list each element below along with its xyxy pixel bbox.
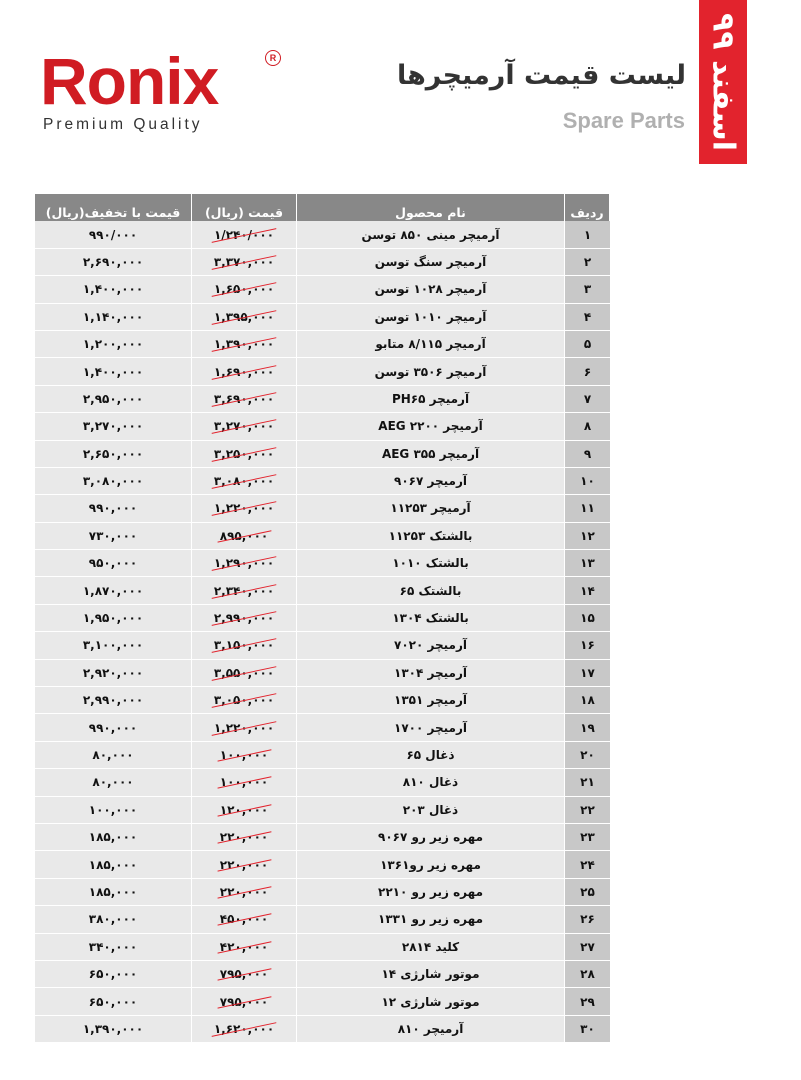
price-cell xyxy=(192,441,297,468)
discount-price-cell xyxy=(35,605,192,632)
product-name-cell xyxy=(297,386,565,413)
price-cell xyxy=(192,468,297,495)
price-cell-text: ۱,۲۹۰,۰۰۰ xyxy=(213,556,275,571)
registered-mark-icon: R xyxy=(265,50,281,66)
row-number-cell-text: ۱ xyxy=(583,227,592,242)
product-name-cell xyxy=(297,632,565,659)
row-number-cell-text: ۱۵ xyxy=(580,611,595,626)
price-cell xyxy=(192,797,297,824)
discount-price-cell xyxy=(35,879,192,906)
page-title: لیست قیمت آرمیچرها xyxy=(396,60,686,91)
discount-price-cell-text: ۲,۹۵۰,۰۰۰ xyxy=(82,391,144,406)
price-cell xyxy=(192,221,297,248)
product-name-cell-text: بالشتک ۱۱۲۵۳ xyxy=(388,528,473,543)
product-name-cell-text: آرمیچر مینی ۸۵۰ توسن xyxy=(361,227,500,242)
col-header-row-number: ردیف xyxy=(565,194,610,232)
product-name-cell xyxy=(297,879,565,906)
product-name-cell xyxy=(297,468,565,495)
row-number-cell-text: ۱۹ xyxy=(580,720,595,735)
row-number-cell-text: ۲۶ xyxy=(580,912,595,927)
product-name-cell-text: بالشتک ۱۳۰۴ xyxy=(392,611,469,626)
product-name-cell-text: آرمیچر ۱۳۰۴ xyxy=(394,665,467,680)
price-cell-text: ۱,۳۹۵,۰۰۰ xyxy=(213,309,275,324)
row-number-cell xyxy=(565,742,610,769)
price-cell xyxy=(192,304,297,331)
price-cell-text: ۲,۹۹۰,۰۰۰ xyxy=(213,611,275,626)
product-name-cell-text: آرمیچر ۷۰۲۰ xyxy=(394,638,467,653)
price-cell-text: ۳,۲۵۰,۰۰۰ xyxy=(213,446,275,461)
discount-price-cell-text: ۳,۱۰۰,۰۰۰ xyxy=(82,638,144,653)
discount-price-cell xyxy=(35,221,192,248)
product-name-cell-text: مهره زیر رو ۲۲۱۰ xyxy=(378,884,483,899)
row-number-cell xyxy=(565,879,610,906)
page-subtitle: Spare Parts xyxy=(562,108,685,133)
product-name-cell xyxy=(297,797,565,824)
discount-price-cell-text: ۷۳۰,۰۰۰ xyxy=(88,528,138,543)
price-cell xyxy=(192,687,297,714)
row-number-cell-text: ۱۱ xyxy=(580,501,595,516)
price-cell xyxy=(192,988,297,1015)
discount-price-cell xyxy=(35,468,192,495)
ronix-logo xyxy=(40,44,280,134)
row-number-cell xyxy=(565,1016,610,1043)
product-name-cell-text: مهره زیر رو ۹۰۶۷ xyxy=(378,830,483,845)
discount-price-cell xyxy=(35,577,192,604)
row-number-cell-text: ۵ xyxy=(583,337,592,352)
product-name-cell-text: بالشتک ۱۰۱۰ xyxy=(392,556,469,571)
discount-price-cell xyxy=(35,714,192,741)
row-number-cell xyxy=(565,714,610,741)
col-header-price: قیمت (ریال) xyxy=(192,194,297,232)
row-number-cell xyxy=(565,961,610,988)
product-name-cell xyxy=(297,523,565,550)
row-number-cell xyxy=(565,660,610,687)
product-name-cell-text: آرمیچر ۳۵۰۶ توسن xyxy=(374,364,487,379)
price-cell xyxy=(192,495,297,522)
price-cell xyxy=(192,1016,297,1043)
price-cell xyxy=(192,358,297,385)
discount-price-cell xyxy=(35,441,192,468)
price-cell-text: ۱۰۰,۰۰۰ xyxy=(219,775,269,790)
discount-price-cell-text: ۳۴۰,۰۰۰ xyxy=(88,939,138,954)
discount-price-cell-text: ۹۹۰,۰۰۰ xyxy=(88,720,138,735)
product-name-cell xyxy=(297,934,565,961)
discount-price-cell-text: ۶۵۰,۰۰۰ xyxy=(88,967,138,982)
row-number-cell-text: ۱۳ xyxy=(580,556,595,571)
row-number-cell-text: ۲۷ xyxy=(580,939,595,954)
row-number-cell-text: ۲۵ xyxy=(580,884,595,899)
product-name-cell xyxy=(297,413,565,440)
product-name-cell-text: موتور شارژی ۱۲ xyxy=(381,994,480,1009)
row-number-cell-text: ۳ xyxy=(583,282,592,297)
price-cell-text: ۱,۶۲۰,۰۰۰ xyxy=(213,1021,275,1036)
discount-price-cell xyxy=(35,249,192,276)
price-cell-text: ۷۹۵,۰۰۰ xyxy=(219,967,269,982)
product-name-cell xyxy=(297,988,565,1015)
product-name-cell xyxy=(297,331,565,358)
discount-price-cell xyxy=(35,386,192,413)
price-cell-text: ۱,۳۹۰,۰۰۰ xyxy=(213,337,275,352)
discount-price-cell-text: ۲,۹۲۰,۰۰۰ xyxy=(82,665,144,680)
discount-price-cell-text: ۳۸۰,۰۰۰ xyxy=(88,912,138,927)
logo-wordmark: Ronix xyxy=(40,44,219,118)
row-number-cell xyxy=(565,769,610,796)
price-cell-text: ۱,۶۵۰,۰۰۰ xyxy=(213,282,275,297)
price-cell xyxy=(192,249,297,276)
discount-price-cell-text: ۸۰,۰۰۰ xyxy=(92,775,134,790)
discount-price-cell xyxy=(35,495,192,522)
discount-price-cell-text: ۹۹۰/۰۰۰ xyxy=(88,227,138,242)
product-name-cell-text: آرمیچر AEG ۳۵۵ xyxy=(381,446,480,461)
price-cell-text: ۱,۲۲۰,۰۰۰ xyxy=(213,720,275,735)
price-cell-text: ۳,۲۷۰,۰۰۰ xyxy=(213,419,275,434)
discount-price-cell xyxy=(35,906,192,933)
price-cell xyxy=(192,632,297,659)
price-cell-text: ۳,۶۹۰,۰۰۰ xyxy=(213,391,275,406)
row-number-cell xyxy=(565,331,610,358)
row-number-cell-text: ۲۲ xyxy=(580,802,595,817)
row-number-cell-text: ۷ xyxy=(583,391,592,406)
row-number-cell xyxy=(565,988,610,1015)
row-number-cell xyxy=(565,523,610,550)
discount-price-cell xyxy=(35,550,192,577)
product-name-cell-text: آرمیچر ۹۰۶۷ xyxy=(394,474,467,489)
row-number-cell-text: ۹ xyxy=(583,446,592,461)
discount-price-cell xyxy=(35,934,192,961)
product-name-cell xyxy=(297,906,565,933)
discount-price-cell-text: ۶۵۰,۰۰۰ xyxy=(88,994,138,1009)
price-cell-text: ۳,۰۸۰,۰۰۰ xyxy=(213,474,275,489)
price-cell-text: ۳,۵۵۰,۰۰۰ xyxy=(213,665,275,680)
product-name-cell-text: آرمیچر ۱۰۱۰ توسن xyxy=(374,309,487,324)
discount-price-cell-text: ۱,۴۰۰,۰۰۰ xyxy=(82,364,144,379)
product-name-cell xyxy=(297,577,565,604)
price-cell-text: ۱/۲۴۰/۰۰۰ xyxy=(213,227,275,242)
product-name-cell-text: بالشتک ۶۵ xyxy=(399,583,462,598)
logo-tagline: Premium Quality xyxy=(43,116,203,133)
price-cell-text: ۱۰۰,۰۰۰ xyxy=(219,748,269,762)
row-number-cell-text: ۱۸ xyxy=(580,693,595,708)
product-name-cell-text: ذغال ۲۰۳ xyxy=(402,802,459,817)
price-cell xyxy=(192,523,297,550)
price-cell xyxy=(192,331,297,358)
price-cell xyxy=(192,824,297,851)
product-name-cell xyxy=(297,358,565,385)
product-name-cell-text: آرمیچر PH۶۵ xyxy=(391,391,470,406)
row-number-cell-text: ۲۱ xyxy=(580,775,595,790)
discount-price-cell xyxy=(35,687,192,714)
discount-price-cell xyxy=(35,276,192,303)
product-name-cell xyxy=(297,276,565,303)
discount-price-cell-text: ۱۸۵,۰۰۰ xyxy=(88,857,138,872)
discount-price-cell xyxy=(35,797,192,824)
product-name-cell-text: ذغال ۸۱۰ xyxy=(402,775,459,790)
discount-price-cell-text: ۲,۶۹۰,۰۰۰ xyxy=(82,254,144,269)
row-number-cell-text: ۲۴ xyxy=(580,857,595,872)
product-name-cell xyxy=(297,249,565,276)
price-cell xyxy=(192,660,297,687)
product-name-cell xyxy=(297,605,565,632)
price-cell-text: ۳,۱۵۰,۰۰۰ xyxy=(213,638,275,653)
discount-price-cell-text: ۸۰,۰۰۰ xyxy=(92,748,134,762)
product-name-cell xyxy=(297,1016,565,1043)
discount-price-cell xyxy=(35,824,192,851)
row-number-cell xyxy=(565,797,610,824)
product-name-cell-text: آرمیچر ۸۱۰ xyxy=(397,1021,464,1036)
row-number-cell xyxy=(565,906,610,933)
discount-price-cell-text: ۲,۹۹۰,۰۰۰ xyxy=(82,693,144,708)
product-name-cell xyxy=(297,961,565,988)
row-number-cell-text: ۸ xyxy=(583,419,592,434)
product-name-cell xyxy=(297,769,565,796)
discount-price-cell xyxy=(35,1016,192,1043)
price-cell xyxy=(192,879,297,906)
discount-price-cell xyxy=(35,660,192,687)
discount-price-cell xyxy=(35,632,192,659)
row-number-cell-text: ۱۰ xyxy=(580,474,595,489)
row-number-cell xyxy=(565,577,610,604)
product-name-cell xyxy=(297,687,565,714)
price-cell-text: ۷۹۵,۰۰۰ xyxy=(219,994,269,1009)
row-number-cell-text: ۲ xyxy=(583,254,592,269)
discount-price-cell-text: ۱,۸۷۰,۰۰۰ xyxy=(82,583,144,598)
discount-price-cell-text: ۱۸۵,۰۰۰ xyxy=(88,884,138,899)
product-name-cell xyxy=(297,714,565,741)
price-cell-text: ۸۹۵,۰۰۰ xyxy=(219,528,269,543)
product-name-cell xyxy=(297,660,565,687)
price-cell-text: ۴۲۰,۰۰۰ xyxy=(219,939,269,954)
price-cell xyxy=(192,550,297,577)
row-number-cell xyxy=(565,221,610,248)
row-number-cell xyxy=(565,358,610,385)
product-name-cell-text: مهره زیر رو ۱۳۳۱ xyxy=(378,912,483,927)
row-number-cell xyxy=(565,851,610,878)
row-number-cell-text: ۲۰ xyxy=(580,748,595,762)
discount-price-cell-text: ۱,۱۴۰,۰۰۰ xyxy=(82,309,144,324)
discount-price-cell xyxy=(35,523,192,550)
row-number-cell-text: ۱۲ xyxy=(580,528,595,543)
discount-price-cell-text: ۹۹۰,۰۰۰ xyxy=(88,501,138,516)
product-name-cell-text: آرمیچر ۱۷۰۰ xyxy=(394,720,467,735)
discount-price-cell-text: ۱,۲۰۰,۰۰۰ xyxy=(82,337,144,352)
row-number-cell xyxy=(565,605,610,632)
product-name-cell xyxy=(297,550,565,577)
product-name-cell-text: آرمیچر ۱۳۵۱ xyxy=(394,693,467,708)
price-cell xyxy=(192,851,297,878)
price-cell xyxy=(192,906,297,933)
price-cell-text: ۲۲۰,۰۰۰ xyxy=(219,884,269,899)
price-cell xyxy=(192,276,297,303)
row-number-cell xyxy=(565,632,610,659)
row-number-cell xyxy=(565,495,610,522)
row-number-cell xyxy=(565,386,610,413)
price-cell-text: ۲۲۰,۰۰۰ xyxy=(219,830,269,845)
row-number-cell-text: ۲۹ xyxy=(580,994,595,1009)
discount-price-cell-text: ۳,۲۷۰,۰۰۰ xyxy=(82,419,144,434)
row-number-cell xyxy=(565,824,610,851)
row-number-cell xyxy=(565,304,610,331)
discount-price-cell xyxy=(35,304,192,331)
price-cell xyxy=(192,605,297,632)
row-number-cell-text: ۳۰ xyxy=(580,1021,595,1036)
discount-price-cell xyxy=(35,742,192,769)
discount-price-cell xyxy=(35,988,192,1015)
discount-price-cell-text: ۱,۴۰۰,۰۰۰ xyxy=(82,282,144,297)
row-number-cell-text: ۱۷ xyxy=(580,665,595,680)
price-cell-text: ۳,۳۷۰,۰۰۰ xyxy=(213,254,275,269)
product-name-cell xyxy=(297,441,565,468)
row-number-cell-text: ۲۳ xyxy=(580,830,595,845)
price-cell-text: ۲,۳۴۰,۰۰۰ xyxy=(213,583,275,598)
price-cell-text: ۳,۰۵۰,۰۰۰ xyxy=(213,693,275,708)
price-cell-text: ۱,۲۲۰,۰۰۰ xyxy=(213,501,275,516)
product-name-cell xyxy=(297,221,565,248)
product-name-cell-text: آرمیچر ۱۰۲۸ توسن xyxy=(374,282,487,297)
product-name-cell-text: کلید ۲۸۱۴ xyxy=(401,939,460,954)
row-number-cell xyxy=(565,441,610,468)
row-number-cell xyxy=(565,249,610,276)
product-name-cell xyxy=(297,824,565,851)
col-header-product-name: نام محصول xyxy=(297,194,565,232)
row-number-cell xyxy=(565,934,610,961)
product-name-cell-text: موتور شارژی ۱۴ xyxy=(381,967,480,982)
discount-price-cell xyxy=(35,769,192,796)
product-name-cell-text: مهره زیر رو۱۳۶۱ xyxy=(380,857,481,872)
discount-price-cell-text: ۲,۶۵۰,۰۰۰ xyxy=(82,446,144,461)
row-number-cell-text: ۱۶ xyxy=(580,638,595,653)
date-badge-label: اسفند ۹۹ xyxy=(705,12,741,152)
row-number-cell xyxy=(565,550,610,577)
price-cell xyxy=(192,577,297,604)
row-number-cell xyxy=(565,276,610,303)
row-number-cell-text: ۶ xyxy=(583,364,592,379)
price-cell xyxy=(192,769,297,796)
product-name-cell-text: آرمیچر ۸/۱۱۵ متابو xyxy=(375,337,486,352)
price-cell xyxy=(192,934,297,961)
price-cell xyxy=(192,961,297,988)
row-number-cell-text: ۴ xyxy=(583,309,592,324)
price-cell-text: ۲۲۰,۰۰۰ xyxy=(219,857,269,872)
discount-price-cell-text: ۹۵۰,۰۰۰ xyxy=(88,556,138,571)
row-number-cell-text: ۱۴ xyxy=(580,583,595,598)
date-badge xyxy=(699,0,747,164)
col-header-discount-price: قیمت با تخفیف(ریال) xyxy=(35,194,192,232)
discount-price-cell xyxy=(35,851,192,878)
price-cell xyxy=(192,386,297,413)
product-name-cell xyxy=(297,495,565,522)
discount-price-cell xyxy=(35,331,192,358)
product-name-cell xyxy=(297,742,565,769)
price-cell-text: ۴۵۰,۰۰۰ xyxy=(219,912,269,927)
price-cell-text: ۱,۶۹۰,۰۰۰ xyxy=(213,364,275,379)
product-name-cell-text: آرمیچر ۱۱۲۵۳ xyxy=(390,501,471,516)
row-number-cell xyxy=(565,413,610,440)
product-name-cell xyxy=(297,304,565,331)
price-table xyxy=(35,194,610,1043)
discount-price-cell-text: ۳,۰۸۰,۰۰۰ xyxy=(82,474,144,489)
row-number-cell xyxy=(565,468,610,495)
discount-price-cell-text: ۱۰۰,۰۰۰ xyxy=(88,802,138,817)
product-name-cell xyxy=(297,851,565,878)
product-name-cell-text: ذغال ۶۵ xyxy=(406,748,455,762)
product-name-cell-text: آرمیچر AEG ۲۲۰۰ xyxy=(378,419,483,434)
row-number-cell xyxy=(565,687,610,714)
discount-price-cell-text: ۱۸۵,۰۰۰ xyxy=(88,830,138,845)
discount-price-cell xyxy=(35,413,192,440)
discount-price-cell-text: ۱,۳۹۰,۰۰۰ xyxy=(82,1021,144,1036)
discount-price-cell xyxy=(35,358,192,385)
price-cell xyxy=(192,413,297,440)
price-cell-text: ۱۲۰,۰۰۰ xyxy=(219,802,269,817)
price-cell xyxy=(192,714,297,741)
price-cell xyxy=(192,742,297,769)
row-number-cell-text: ۲۸ xyxy=(580,967,595,982)
discount-price-cell-text: ۱,۹۵۰,۰۰۰ xyxy=(82,611,144,626)
product-name-cell-text: آرمیچر سنگ توسن xyxy=(374,254,487,269)
discount-price-cell xyxy=(35,961,192,988)
